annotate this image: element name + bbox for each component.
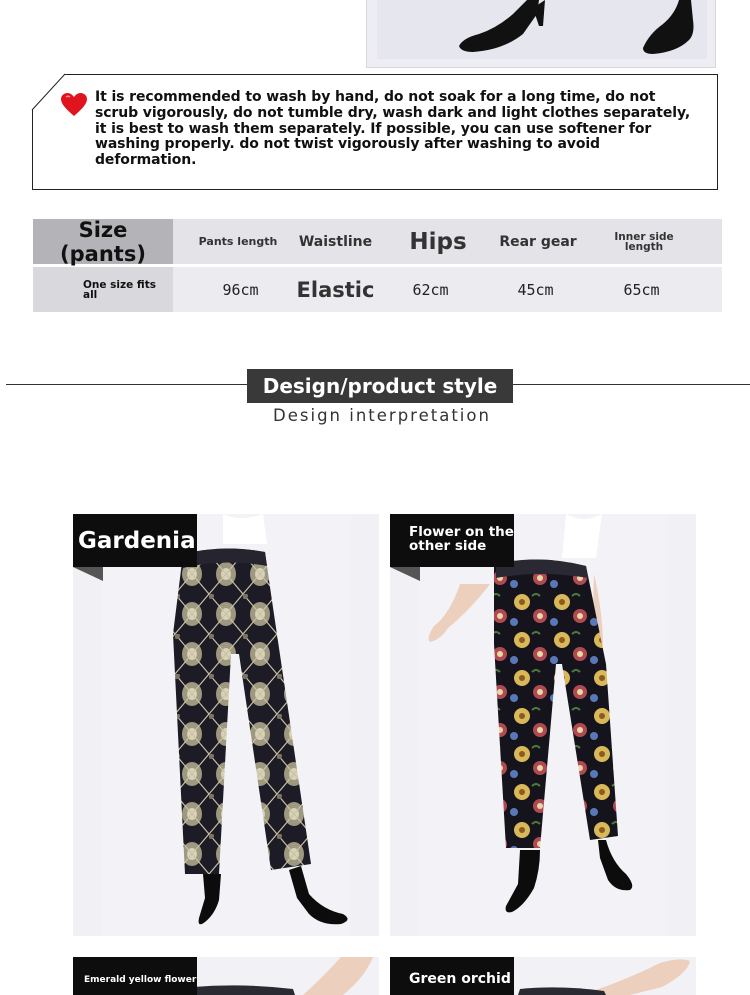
one-size-cell: One size fits all	[33, 267, 173, 312]
hips-header: Hips	[409, 228, 467, 255]
waistline-value: Elastic	[296, 277, 375, 302]
pants-length-header: Pants length	[198, 235, 278, 248]
pants-illustration-gardenia	[73, 514, 379, 936]
product-card-emerald-yellow-flower	[73, 957, 379, 995]
care-instructions-text: It is recommended to wash by hand, do not soak for a long time, do not scrub vigorously, do not tumble dry, wash dark and light clothes separately, it is best to wash them separately. If possible, you can use softener for washing properly. do not twist vigorously after washing to avoid deformation.	[95, 89, 691, 169]
pants-illustration-flower-other-side	[390, 514, 696, 936]
section-subtitle: Design interpretation	[273, 406, 491, 425]
section-title: Design/product style	[247, 369, 513, 403]
rear-gear-header: Rear gear	[499, 233, 577, 250]
size-table-header-row	[33, 219, 722, 264]
size-table	[33, 219, 722, 313]
waistline-header: Waistline	[298, 233, 373, 250]
product-label-emerald-yellow-flower: Emerald yellow flower	[73, 957, 197, 995]
label-tail-gardenia	[73, 567, 103, 581]
label-tail-flower-other-side	[390, 567, 420, 581]
shoes-illustration	[377, 0, 709, 60]
product-photo-top	[366, 0, 716, 68]
product-card-green-orchid	[390, 957, 696, 995]
size-header-cell: Size (pants)	[33, 219, 173, 264]
product-label-gardenia: Gardenia	[73, 514, 197, 567]
rear-gear-value: 45cm	[517, 280, 554, 299]
product-card-gardenia	[73, 514, 379, 936]
product-label-flower-other-side: Flower on the other side	[390, 514, 514, 567]
inner-side-length-value: 65cm	[623, 280, 660, 299]
inner-side-length-header: Inner side length	[614, 230, 674, 253]
heart-icon	[60, 92, 88, 118]
hips-value: 62cm	[412, 280, 449, 299]
pants-length-value: 96cm	[222, 280, 259, 299]
product-card-flower-other-side	[390, 514, 696, 936]
product-label-green-orchid: Green orchid	[390, 957, 514, 995]
size-table-data-row	[33, 267, 722, 312]
